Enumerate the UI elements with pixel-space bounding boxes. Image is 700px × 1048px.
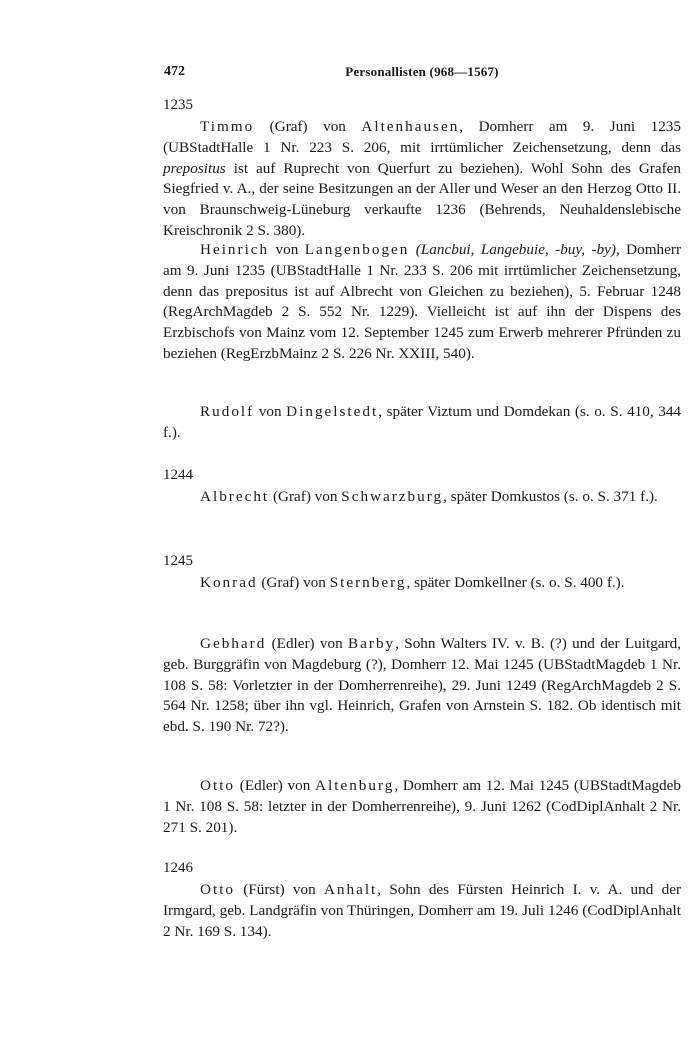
year-heading: 1235 <box>163 97 193 113</box>
page-number: 472 <box>164 64 185 79</box>
entry-text: ist auf Ruprecht von Querfurt zu beziehen). Wohl Sohn des Grafen Siegfried v. A., der seine Besitzungen an der Aller und Weser an den Herzog Otto II. von Braunschweig-Lüneburg verkaufte 1236 (Behrends, Neuhaldenslebische Kreischronik 2 S. 380). <box>163 159 681 239</box>
entry-text: (Graf) von <box>269 488 342 505</box>
spaced-name: Otto <box>200 777 236 794</box>
spaced-name: Konrad <box>200 574 258 591</box>
entry-otto-altenburg <box>163 776 681 838</box>
entry-text: (Edler) von <box>235 777 316 794</box>
italic-text: prepositus <box>163 159 226 177</box>
spaced-name: Anhalt <box>323 881 378 898</box>
entry-gebhard <box>163 634 681 738</box>
entry-text: (Graf) von <box>254 118 362 135</box>
spaced-name: Timmo <box>200 118 255 135</box>
spaced-name: Dingelstedt <box>286 403 379 420</box>
spaced-name: Altenburg <box>315 777 395 794</box>
running-title: Personallisten (968—1567) <box>345 64 499 79</box>
entry-text: , später Domkellner (s. o. S. 400 f.). <box>406 574 625 591</box>
entry-text: von <box>254 403 287 420</box>
entry-albrecht <box>163 487 681 508</box>
entry-text: , später Domkustos (s. o. S. 371 f.). <box>443 488 658 505</box>
entry-heinrich <box>163 240 681 365</box>
spaced-name: Schwarzburg <box>341 488 444 505</box>
year-heading: 1245 <box>163 553 193 569</box>
spaced-name: Barby <box>348 635 396 652</box>
entry-text: von <box>269 241 305 258</box>
year-heading: 1246 <box>163 860 193 876</box>
entry-text: , Domherr am 12. Mai 1245 (UBStadtMagdeb 1 Nr. 108 S. 58: letzter in der Domherrenreihe), 9. Juni 1262 (CodDiplAnhalt 2 Nr. 271 S. 201). <box>163 777 681 836</box>
entry-konrad <box>163 573 681 594</box>
spaced-name: Rudolf <box>200 403 255 420</box>
entry-text: (Fürst) von <box>235 881 324 898</box>
entry-text: (Graf) von <box>257 574 330 591</box>
spaced-name: Albrecht <box>200 488 270 505</box>
italic-text: (Lancbui, Langebuie, -buy, -by) <box>409 241 616 258</box>
spaced-name: Altenhausen <box>361 118 460 135</box>
entry-text: (Edler) von <box>266 635 349 652</box>
spaced-name: Heinrich <box>200 241 270 258</box>
spaced-name: Langenbogen <box>304 241 410 258</box>
entry-text: , Domherr am 9. Juni 1235 (UBStadtHalle 1 Nr. 233 S. 206 mit irrtümlicher Zeichensetzung, denn das prepositus ist auf Albrecht von Gleichen zu beziehen), 5. Februar 1248 (RegArchMagdeb 2 S. 552 Nr. 1229). Vielleicht ist auf ihn der Dispens des Erzbischofs von Mainz vom 12. September 1245 zum Erwerb mehrerer Pfründen zu beziehen (RegErzbMainz 2 S. 226 Nr. XXIII, 540). <box>163 241 681 362</box>
entry-text: , später Viztum und Domdekan (s. o. S. 410, 344 f.). <box>163 403 682 441</box>
entry-timmo <box>163 117 681 242</box>
entry-text: , Domherr am 9. Juni 1235 (UBStadtHalle 1 Nr. 223 S. 206, mit irrtümlicher Zeichensetzung, denn das <box>163 118 681 156</box>
page-header <box>164 64 680 88</box>
entry-text: , Sohn Walters IV. v. B. (?) und der Luitgard, geb. Burggräfin von Magdeburg (?), Domherr 12. Mai 1245 (UBStadtMagdeb 1 Nr. 108 S. 58: Vorletzter in der Domherrenreihe), 29. Juni 1249 (RegArchMagdeb 2 S. 564 Nr. 1258; über ihn vgl. Heinrich, Grafen von Arnstein S. 182. Ob identisch mit ebd. S. 190 Nr. 72?). <box>163 635 681 736</box>
spaced-name: Gebhard <box>200 635 267 652</box>
entry-text: , Sohn des Fürsten Heinrich I. v. A. und der Irmgard, geb. Landgräfin von Thüringen, Domherr am 19. Juli 1246 (CodDiplAnhalt 2 Nr. 169 S. 134). <box>163 881 681 940</box>
spaced-name: Sternberg <box>329 574 407 591</box>
year-heading: 1244 <box>163 467 193 483</box>
spaced-name: Otto <box>200 881 236 898</box>
entry-otto-anhalt <box>163 880 681 942</box>
entry-rudolf <box>163 402 681 444</box>
